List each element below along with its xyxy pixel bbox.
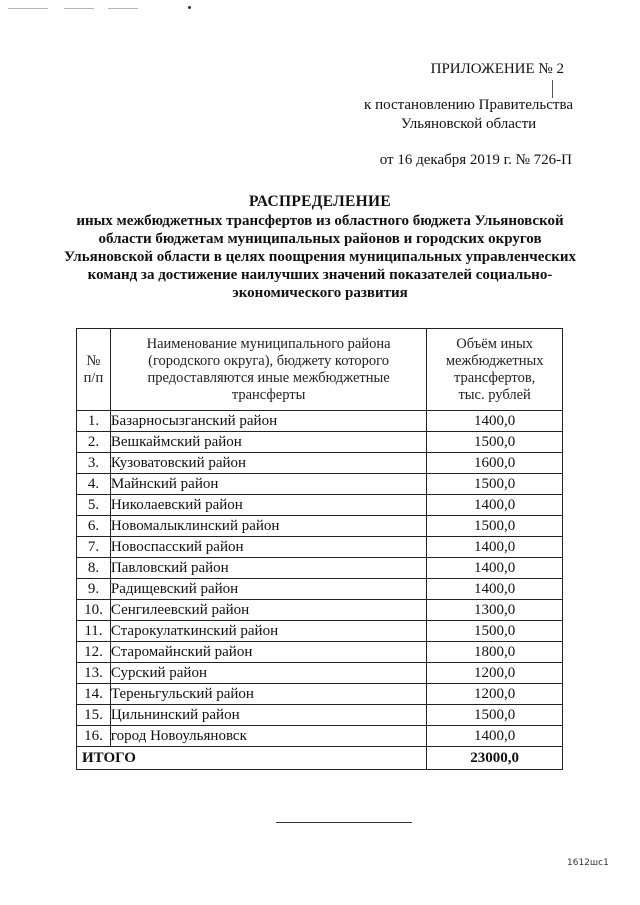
row-number: 11. <box>77 621 111 642</box>
row-number: 13. <box>77 663 111 684</box>
header-amount-line: трансфертов, <box>453 369 536 386</box>
header-amount <box>427 329 563 411</box>
district-name: Старокулаткинский район <box>110 621 426 642</box>
district-name: Новоспасский район <box>110 537 426 558</box>
table-row <box>77 474 563 495</box>
district-name: город Новоульяновск <box>110 726 426 747</box>
district-name: Радищевский район <box>110 579 426 600</box>
row-number: 2. <box>77 432 111 453</box>
title-line-3: Ульяновской области в целях поощрения муниципальных управленческих <box>63 249 577 265</box>
appendix-label: ПРИЛОЖЕНИЕ № 2 <box>430 61 564 77</box>
title-line-1: иных межбюджетных трансфертов из областного бюджета Ульяновской <box>76 213 564 229</box>
row-number: 6. <box>77 516 111 537</box>
row-number: 8. <box>77 558 111 579</box>
row-number: 16. <box>77 726 111 747</box>
district-name: Сенгилеевский район <box>110 600 426 621</box>
transfer-amount: 1400,0 <box>427 411 563 432</box>
district-name: Кузоватовский район <box>110 453 426 474</box>
district-name: Базарносызганский район <box>110 411 426 432</box>
table-row <box>77 558 563 579</box>
total-label: ИТОГО <box>77 747 427 770</box>
row-number: 3. <box>77 453 111 474</box>
transfer-amount: 1400,0 <box>427 537 563 558</box>
header-name <box>110 329 426 411</box>
header-number-line: п/п <box>83 369 104 386</box>
scan-artifact <box>64 8 94 9</box>
title-line-2: области бюджетам муниципальных районов и городских округов <box>98 231 542 247</box>
resolution-reference <box>364 96 573 134</box>
transfer-amount: 1200,0 <box>427 684 563 705</box>
row-number: 7. <box>77 537 111 558</box>
transfer-amount: 1400,0 <box>427 579 563 600</box>
total-amount: 23000,0 <box>427 747 563 770</box>
header-amount-line: Объём иных <box>456 335 534 352</box>
scan-artifact <box>108 8 138 9</box>
header-amount-line: тыс. рублей <box>458 386 531 403</box>
row-number: 10. <box>77 600 111 621</box>
table-row <box>77 579 563 600</box>
district-name: Цильнинский район <box>110 705 426 726</box>
district-name: Новомалыклинский район <box>110 516 426 537</box>
transfer-amount: 1800,0 <box>427 642 563 663</box>
resolution-date: от 16 декабря 2019 г. № 726-П <box>379 152 572 168</box>
total-row <box>77 747 563 770</box>
row-number: 4. <box>77 474 111 495</box>
table-row <box>77 726 563 747</box>
transfer-amount: 1400,0 <box>427 495 563 516</box>
district-name: Майнский район <box>110 474 426 495</box>
transfer-amount: 1400,0 <box>427 558 563 579</box>
district-name: Николаевский район <box>110 495 426 516</box>
header-number-line: № <box>86 352 101 369</box>
transfer-amount: 1500,0 <box>427 432 563 453</box>
row-number: 12. <box>77 642 111 663</box>
table-row <box>77 684 563 705</box>
district-name: Павловский район <box>110 558 426 579</box>
table-row <box>77 663 563 684</box>
transfer-amount: 1500,0 <box>427 516 563 537</box>
resolution-line-1: к постановлению Правительства <box>364 97 573 113</box>
transfer-amount: 1500,0 <box>427 474 563 495</box>
header-number <box>77 329 111 411</box>
transfer-amount: 1400,0 <box>427 726 563 747</box>
transfer-amount: 1500,0 <box>427 705 563 726</box>
scan-artifact <box>8 8 48 9</box>
closing-line <box>276 822 412 823</box>
table-row <box>77 705 563 726</box>
district-name: Тереньгульский район <box>110 684 426 705</box>
table-row <box>77 642 563 663</box>
header-name-line: трансферты <box>231 386 306 403</box>
document-title <box>60 193 580 302</box>
header-name-line: Наименование муниципального района <box>146 335 391 352</box>
title-main: РАСПРЕДЕЛЕНИЕ <box>249 193 391 210</box>
table-row <box>77 621 563 642</box>
table-row <box>77 600 563 621</box>
resolution-line-2: Ульяновской области <box>400 116 537 132</box>
header-amount-line: межбюджетных <box>445 352 544 369</box>
district-name: Вешкаймский район <box>110 432 426 453</box>
table-row <box>77 495 563 516</box>
table-row <box>77 432 563 453</box>
table-row <box>77 516 563 537</box>
row-number: 15. <box>77 705 111 726</box>
header-name-line: предоставляются иные межбюджетные <box>147 369 390 386</box>
row-number: 9. <box>77 579 111 600</box>
title-line-4: команд за достижение наилучших значений показателей социально- <box>87 267 553 283</box>
table-row <box>77 537 563 558</box>
header-name-line: (городского округа), бюджету которого <box>148 352 390 369</box>
row-number: 1. <box>77 411 111 432</box>
title-line-5: экономического развития <box>232 285 408 301</box>
transfer-amount: 1300,0 <box>427 600 563 621</box>
scan-artifact <box>188 6 191 9</box>
district-name: Старомайнский район <box>110 642 426 663</box>
transfer-amount: 1500,0 <box>427 621 563 642</box>
table-row <box>77 453 563 474</box>
table-row <box>77 411 563 432</box>
document-code: 1612шс1 <box>567 858 609 868</box>
transfer-amount: 1200,0 <box>427 663 563 684</box>
transfer-amount: 1600,0 <box>427 453 563 474</box>
distribution-table <box>76 328 563 770</box>
district-name: Сурский район <box>110 663 426 684</box>
row-number: 5. <box>77 495 111 516</box>
table-header-row <box>77 329 563 411</box>
row-number: 14. <box>77 684 111 705</box>
